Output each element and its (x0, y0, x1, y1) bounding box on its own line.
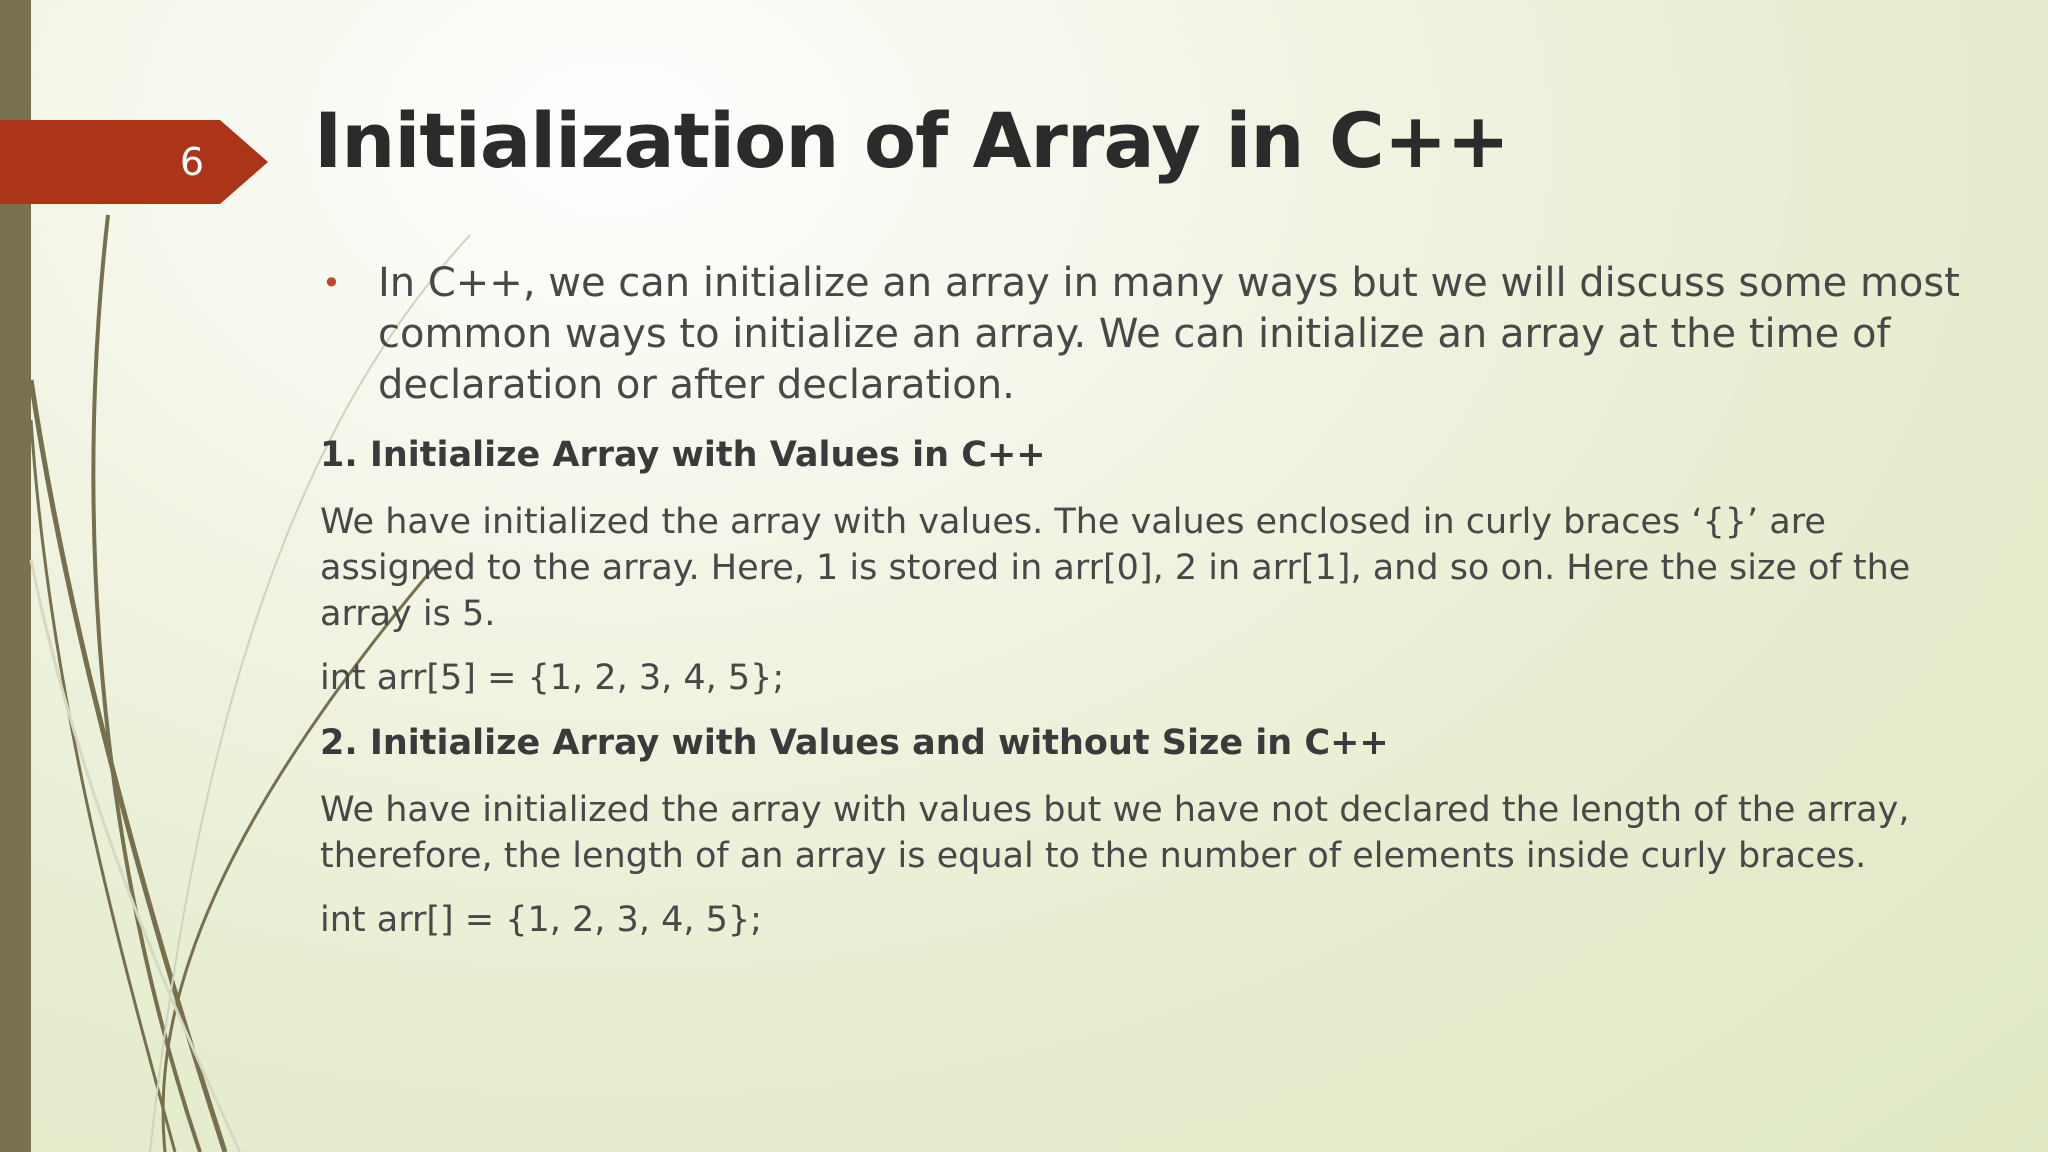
section-2-heading: 2. Initialize Array with Values and without Size in C++ (320, 723, 1389, 763)
slide-content (320, 258, 1970, 963)
slide-number: 6 (179, 140, 205, 184)
intro-bullet (320, 258, 1970, 411)
swoosh-line-1 (93, 215, 200, 1152)
slide-number-tag (0, 120, 268, 204)
section-1-text: We have initialized the array with values. The values enclosed in curly braces ‘{}’ are assigned to the array. Here, 1 is stored in arr[0], 2 in arr[1], and so on. Here the size of the array is 5. (320, 502, 1911, 634)
intro-bullet-text: In C++, we can initialize an array in many ways but we will discuss some most common ways to initialize an array. We can initialize an array at the time of declaration or after declaration. (378, 260, 1960, 408)
section-1-code: int arr[5] = {1, 2, 3, 4, 5}; (320, 658, 785, 698)
swoosh-line-2 (31, 380, 225, 1152)
section-1-heading: 1. Initialize Array with Values in C++ (320, 435, 1046, 475)
section-2-code: int arr[] = {1, 2, 3, 4, 5}; (320, 900, 762, 940)
section-2-text: We have initialized the array with values but we have not declared the length of the array, therefore, the length of an array is equal to the number of elements inside curly braces. (320, 790, 1910, 876)
bullet-dot-icon: • (322, 264, 341, 302)
swoosh-line-3 (31, 420, 175, 1152)
slide-title: Initialization of Array in C++ (314, 96, 1510, 185)
